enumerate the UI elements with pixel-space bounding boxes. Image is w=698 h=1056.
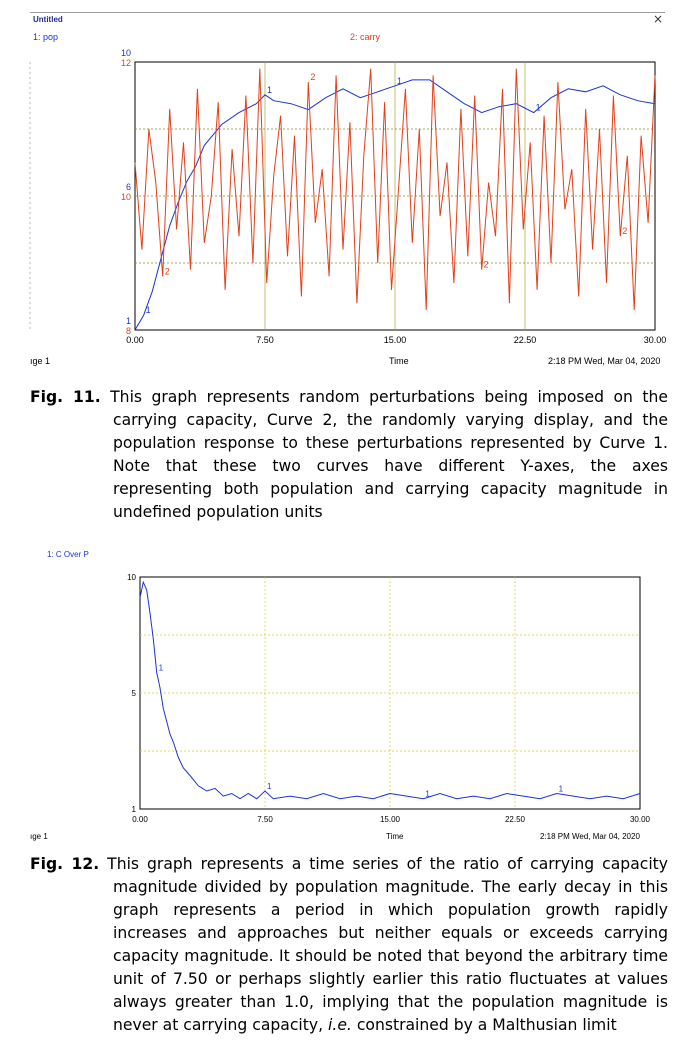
fig11-series-marker-pop: 1: [397, 75, 403, 86]
fig11-series-marker-pop: 1: [267, 84, 273, 95]
fig11-x-tick-label: 7.50: [256, 335, 274, 345]
legend-carry: 2: carry: [350, 32, 381, 42]
x-axis-label-12: Time: [386, 832, 404, 841]
fig11-series-marker-carry: 2: [164, 266, 170, 277]
timestamp-11: 2:18 PM Wed, Mar 04, 2020: [548, 356, 661, 366]
close-icon[interactable]: ×: [653, 12, 664, 26]
fig12-series-marker: 1: [267, 781, 272, 791]
fig12-series-marker: 1: [558, 784, 564, 794]
page-label-12: ıge 1: [30, 832, 48, 841]
fig11-x-tick-label: 30.00: [643, 335, 667, 345]
fig11-x-tick-label: 15.00: [383, 335, 407, 345]
fig11-y-tick-label-pop: 10: [120, 48, 131, 58]
fig11-series-marker-pop: 1: [145, 305, 151, 316]
page-label-11: ıge 1: [30, 356, 51, 366]
fig12-x-tick-label: 30.00: [629, 815, 651, 824]
fig12-series-marker: 1: [158, 663, 164, 673]
fig11-x-tick-label: 22.50: [513, 335, 537, 345]
caption-fig-12: [30, 853, 668, 1037]
fig11-x-tick-label: 0.00: [126, 335, 144, 345]
fig11-y-tick-label-pop: 6: [125, 182, 131, 192]
caption-text-12: This graph represents a time series of the ratio of carrying capacity magnitude divided by population magnitude. The early decay in this graph represents a period in which population growth rapidly increases and approaches but neither equals or exceeds carrying capacity magnitude. It should be noted that beyond the arbitrary time unit of 7.50 or perhaps slightly earlier this ratio fluctuates at values always greater than 1.0, implying that the population magnitude is never at carrying capacity,: [107, 855, 668, 1034]
fig12-y-tick-label: 10: [127, 573, 136, 582]
caption-text-11: This graph represents random perturbations being imposed on the carrying capacity, Curve 2, the randomly varying display, and the population response to these perturbations represented by Curve 1. Note that these two curves have different Y-axes, the axes representing both population and carrying capacity magnitude in undefined population units: [110, 388, 668, 521]
fig11-series-marker-pop: 1: [535, 102, 541, 113]
fig11-series-marker-carry: 2: [622, 226, 628, 237]
fig11-series-marker-carry: 2: [310, 72, 316, 83]
timestamp-12: 2:18 PM Wed, Mar 04, 2020: [540, 832, 640, 841]
window-title: Untitled: [33, 15, 63, 24]
caption-label-11: Fig. 11.: [30, 388, 101, 406]
fig11-series-marker-carry: 2: [483, 259, 489, 270]
fig12-x-tick-label: 7.50: [257, 815, 273, 824]
fig12-y-tick-label: 1: [131, 805, 136, 814]
legend-pop: 1: pop: [33, 32, 59, 42]
fig12-series-marker: 1: [425, 789, 430, 799]
legend-c-over-p: 1: C Over P: [47, 550, 89, 559]
caption-ie-12: i.e.: [328, 1016, 352, 1034]
fig11-y-tick-label-carry: 10: [120, 192, 131, 202]
caption-label-12: Fig. 12.: [30, 855, 100, 873]
fig11-y-tick-label-pop: 1: [125, 316, 131, 326]
fig12-y-tick-label: 5: [131, 689, 136, 698]
caption-tail-12: constrained by a Malthusian limit: [356, 1016, 617, 1034]
fig11-y-tick-label-carry: 8: [125, 326, 131, 336]
fig12-x-tick-label: 15.00: [379, 815, 401, 824]
fig12-x-tick-label: 0.00: [132, 815, 148, 824]
x-axis-label-11: Time: [389, 356, 409, 366]
fig11-y-tick-label-carry: 12: [120, 58, 131, 68]
fig12-x-tick-label: 22.50: [504, 815, 526, 824]
